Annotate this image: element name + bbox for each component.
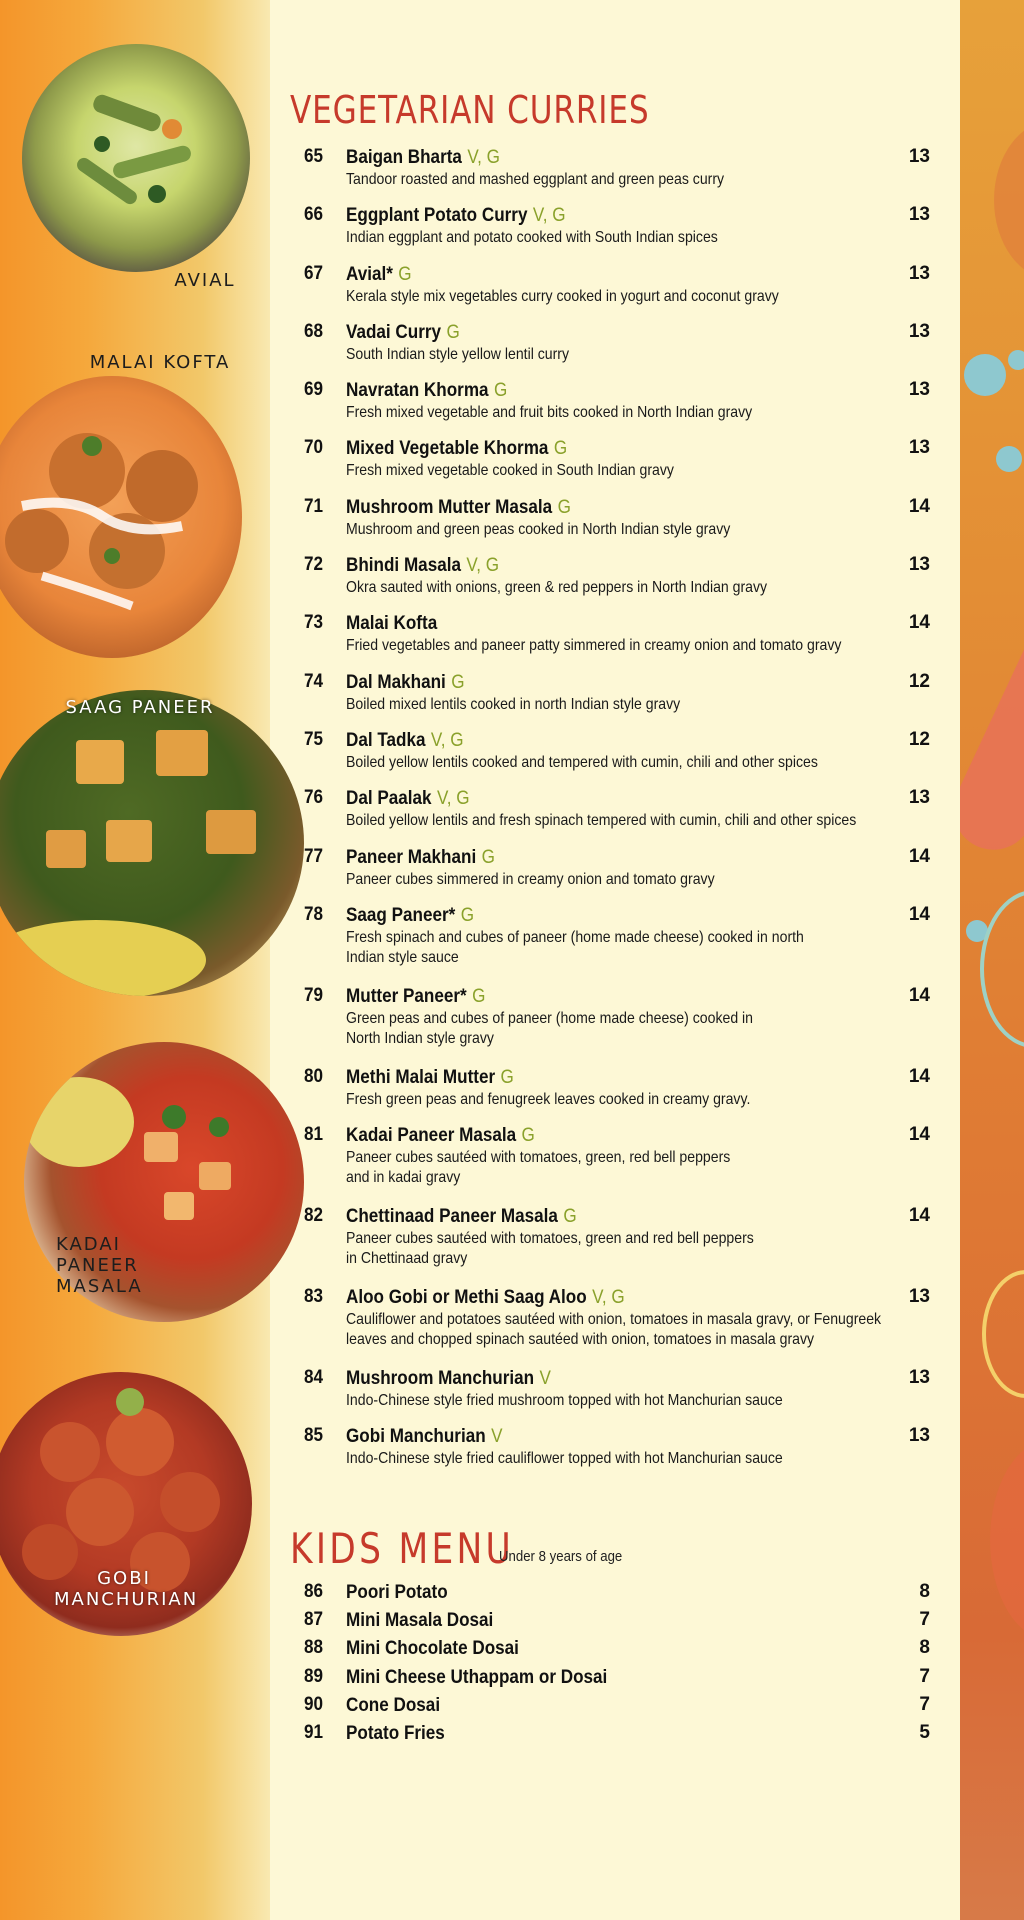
item-number: 73 xyxy=(304,612,324,634)
item-price: 8 xyxy=(919,1637,930,1659)
diet-tag: G xyxy=(446,321,460,343)
saag-paneer-label: SAAG PANEER xyxy=(65,697,215,718)
item-number: 65 xyxy=(304,146,324,167)
menu-item xyxy=(290,321,930,379)
item-number: 76 xyxy=(304,787,324,809)
item-name: Mixed Vegetable Khorma G xyxy=(346,438,568,460)
item-description: Paneer cubes sautéed with tomatoes, green, red bell peppers and in kadai gravy xyxy=(346,1149,731,1187)
kids-menu-list xyxy=(290,1581,930,1750)
vegetarian-curries-title: VEGETARIAN CURRIES xyxy=(290,88,650,132)
item-name: Potato Fries xyxy=(346,1722,445,1744)
item-price: 7 xyxy=(919,1665,930,1687)
item-number: 81 xyxy=(304,1124,324,1146)
menu-item xyxy=(290,787,930,845)
item-price: 13 xyxy=(908,437,930,459)
item-name: Gobi Manchurian V xyxy=(346,1426,503,1448)
item-name: Dal Paalak V, G xyxy=(346,788,470,810)
item-number: 78 xyxy=(304,903,324,925)
item-number: 82 xyxy=(304,1205,324,1227)
item-number: 91 xyxy=(304,1721,324,1743)
item-description: Green peas and cubes of paneer (home made cheese) cooked in North Indian style gravy xyxy=(346,1009,754,1047)
menu-item xyxy=(290,1367,930,1425)
kadai-paneer-masala-label: KADAI PANEER MASALA xyxy=(56,1234,143,1297)
menu-item xyxy=(290,729,930,787)
menu-item xyxy=(290,554,930,612)
menu-item xyxy=(290,612,930,670)
item-number: 69 xyxy=(304,379,324,401)
menu-item xyxy=(290,846,930,904)
item-name: Kadai Paneer Masala G xyxy=(346,1125,535,1147)
menu-item xyxy=(290,496,930,554)
diet-tag: G xyxy=(472,985,486,1007)
item-number: 79 xyxy=(304,984,324,1006)
diet-tag: G xyxy=(493,380,508,402)
diet-tag: G xyxy=(398,263,412,285)
item-description: Indo-Chinese style fried mushroom topped with hot Manchurian sauce xyxy=(346,1392,783,1410)
diet-tag: V xyxy=(539,1368,551,1390)
item-number: 87 xyxy=(304,1609,324,1631)
item-number: 88 xyxy=(304,1637,324,1659)
deco-stripe xyxy=(960,557,1024,863)
menu-item xyxy=(290,1425,930,1483)
item-price: 14 xyxy=(908,1065,930,1087)
item-price: 7 xyxy=(919,1693,930,1715)
menu-item xyxy=(290,1286,930,1367)
diet-tag: G xyxy=(553,438,568,460)
saag-paneer-photo xyxy=(0,690,304,996)
item-name: Chettinaad Paneer Masala G xyxy=(346,1206,577,1228)
item-number: 84 xyxy=(304,1367,324,1389)
item-name: Mutter Paneer* G xyxy=(346,985,486,1007)
menu-item xyxy=(290,1666,930,1694)
diet-tag: V xyxy=(491,1426,503,1448)
menu-item xyxy=(290,204,930,262)
item-name: Methi Malai Mutter G xyxy=(346,1066,514,1088)
diet-tag: V, G xyxy=(436,788,470,810)
item-number: 83 xyxy=(304,1286,324,1308)
item-number: 66 xyxy=(304,204,324,226)
menu-item xyxy=(290,379,930,437)
menu-item xyxy=(290,1694,930,1722)
item-name: Avial* G xyxy=(346,263,412,285)
diet-tag: G xyxy=(500,1066,514,1088)
item-name: Poori Potato xyxy=(346,1582,448,1603)
item-number: 74 xyxy=(304,670,324,692)
item-description: Paneer cubes sautéed with tomatoes, green and red bell peppers in Chettinaad gravy xyxy=(346,1230,754,1268)
item-description: Indo-Chinese style fried cauliflower topped with hot Manchurian sauce xyxy=(346,1450,783,1468)
item-price: 5 xyxy=(919,1721,930,1743)
menu-item xyxy=(290,671,930,729)
deco-dot xyxy=(964,354,1006,396)
malai-kofta-label: MALAI KOFTA xyxy=(89,352,231,373)
deco-dot xyxy=(996,446,1022,472)
item-name: Dal Tadka V, G xyxy=(346,729,464,751)
avial-photo xyxy=(22,44,250,272)
item-name: Baigan Bharta V, G xyxy=(346,147,500,168)
diet-tag: G xyxy=(460,904,475,926)
gobi-manchurian-label: GOBI MANCHURIAN xyxy=(54,1568,199,1610)
item-name: Mini Masala Dosai xyxy=(346,1610,494,1632)
item-name: Aloo Gobi or Methi Saag Aloo V, G xyxy=(346,1287,625,1309)
item-name: Mushroom Mutter Masala G xyxy=(346,496,571,518)
item-price: 13 xyxy=(908,787,930,809)
diet-tag: G xyxy=(451,671,465,693)
menu-item xyxy=(290,1609,930,1637)
deco-blob xyxy=(990,1440,1024,1640)
item-price: 13 xyxy=(908,1425,930,1447)
item-description: Paneer cubes simmered in creamy onion and tomato gravy xyxy=(346,870,715,888)
diet-tag: V, G xyxy=(466,555,500,577)
deco-ring xyxy=(980,890,1024,1048)
item-description: Fresh mixed vegetable cooked in South Indian gravy xyxy=(346,462,674,480)
item-price: 13 xyxy=(908,204,930,226)
item-number: 90 xyxy=(304,1693,324,1715)
item-price: 13 xyxy=(908,262,930,284)
item-name: Navratan Khorma G xyxy=(346,380,508,402)
menu-item xyxy=(290,1637,930,1665)
item-price: 14 xyxy=(908,1124,930,1146)
item-price: 14 xyxy=(908,1205,930,1227)
diet-tag: G xyxy=(557,496,571,518)
item-price: 13 xyxy=(908,320,930,342)
item-price: 14 xyxy=(908,495,930,517)
item-description: Fresh mixed vegetable and fruit bits cooked in North Indian gravy xyxy=(346,404,753,422)
menu-item xyxy=(290,1581,930,1609)
diet-tag: V, G xyxy=(430,729,464,751)
item-price: 13 xyxy=(908,1367,930,1389)
item-price: 12 xyxy=(908,728,930,750)
menu-item xyxy=(290,985,930,1066)
decorative-strip xyxy=(960,0,1024,1920)
diet-tag: V, G xyxy=(467,147,500,168)
menu-item xyxy=(290,1124,930,1205)
item-description: Boiled mixed lentils cooked in north Indian style gravy xyxy=(346,695,681,713)
item-price: 14 xyxy=(908,903,930,925)
item-description: Fresh spinach and cubes of paneer (home made cheese) cooked in north Indian style sauce xyxy=(346,928,804,966)
item-description: Fresh green peas and fenugreek leaves cooked in creamy gravy. xyxy=(346,1090,751,1108)
item-description: Tandoor roasted and mashed eggplant and green peas curry xyxy=(346,171,725,188)
item-number: 72 xyxy=(304,554,324,576)
item-price: 14 xyxy=(908,984,930,1006)
saag-paneer-dish-illustration xyxy=(0,690,304,996)
menu-item xyxy=(290,904,930,985)
item-name: Dal Makhani G xyxy=(346,671,465,693)
item-price: 14 xyxy=(908,612,930,634)
item-price: 7 xyxy=(919,1609,930,1631)
item-number: 85 xyxy=(304,1425,324,1447)
item-number: 70 xyxy=(304,437,324,459)
avial-dish-illustration xyxy=(22,44,250,272)
deco-dot xyxy=(1008,350,1024,370)
item-description: Indian eggplant and potato cooked with South Indian spices xyxy=(346,229,718,247)
item-name: Mini Cheese Uthappam or Dosai xyxy=(346,1666,608,1688)
item-price: 13 xyxy=(908,554,930,576)
item-price: 13 xyxy=(908,146,930,167)
menu-item xyxy=(290,437,930,495)
diet-tag: G xyxy=(481,846,495,868)
item-name: Malai Kofta xyxy=(346,613,438,635)
diet-tag: V, G xyxy=(532,205,566,227)
item-price: 14 xyxy=(908,845,930,867)
diet-tag: G xyxy=(521,1125,535,1147)
item-description: Mushroom and green peas cooked in North Indian style gravy xyxy=(346,520,731,538)
item-name: Paneer Makhani G xyxy=(346,846,495,868)
item-name: Cone Dosai xyxy=(346,1694,441,1716)
item-number: 75 xyxy=(304,728,324,750)
menu-item xyxy=(290,1066,930,1124)
item-name: Mini Chocolate Dosai xyxy=(346,1638,519,1660)
item-name: Mushroom Manchurian V xyxy=(346,1368,551,1390)
kids-menu-subtitle: Under 8 years of age xyxy=(499,1548,623,1565)
vegetarian-curries-list xyxy=(290,146,930,1484)
item-description: Boiled yellow lentils and fresh spinach tempered with cumin, chili and other spices xyxy=(346,812,857,830)
item-name: Bhindi Masala V, G xyxy=(346,555,500,577)
deco-ring xyxy=(982,1270,1024,1398)
item-name: Saag Paneer* G xyxy=(346,904,475,926)
item-price: 13 xyxy=(908,379,930,401)
item-description: Kerala style mix vegetables curry cooked in yogurt and coconut gravy xyxy=(346,287,779,305)
diet-tag: V, G xyxy=(592,1287,625,1309)
menu-item xyxy=(290,146,930,204)
item-number: 71 xyxy=(304,495,324,517)
item-description: Cauliflower and potatoes sautéed with onion, tomatoes in masala gravy, or Fenugreek leaves and chopped spinach sautéed with onion, tomatoes in masala gravy xyxy=(346,1311,882,1349)
item-description: South Indian style yellow lentil curry xyxy=(346,345,570,363)
item-number: 67 xyxy=(304,262,324,284)
item-number: 86 xyxy=(304,1581,324,1602)
menu-item xyxy=(290,1205,930,1286)
menu-item xyxy=(290,1722,930,1750)
kids-menu-title: KIDS MENU xyxy=(290,1524,515,1573)
item-number: 80 xyxy=(304,1065,324,1087)
item-number: 68 xyxy=(304,320,324,342)
item-price: 12 xyxy=(908,670,930,692)
item-price: 8 xyxy=(919,1581,930,1602)
item-price: 13 xyxy=(908,1286,930,1308)
menu-item xyxy=(290,263,930,321)
item-name: Eggplant Potato Curry V, G xyxy=(346,205,566,227)
item-description: Fried vegetables and paneer patty simmered in creamy onion and tomato gravy xyxy=(346,637,842,655)
avial-label: AVIAL xyxy=(174,270,236,291)
item-number: 77 xyxy=(304,845,324,867)
item-number: 89 xyxy=(304,1665,324,1687)
item-name: Vadai Curry G xyxy=(346,321,460,343)
item-description: Boiled yellow lentils cooked and tempered with cumin, chili and other spices xyxy=(346,753,818,771)
diet-tag: G xyxy=(563,1206,577,1228)
deco-blob xyxy=(994,120,1024,280)
item-description: Okra sauted with onions, green & red peppers in North Indian gravy xyxy=(346,579,768,597)
